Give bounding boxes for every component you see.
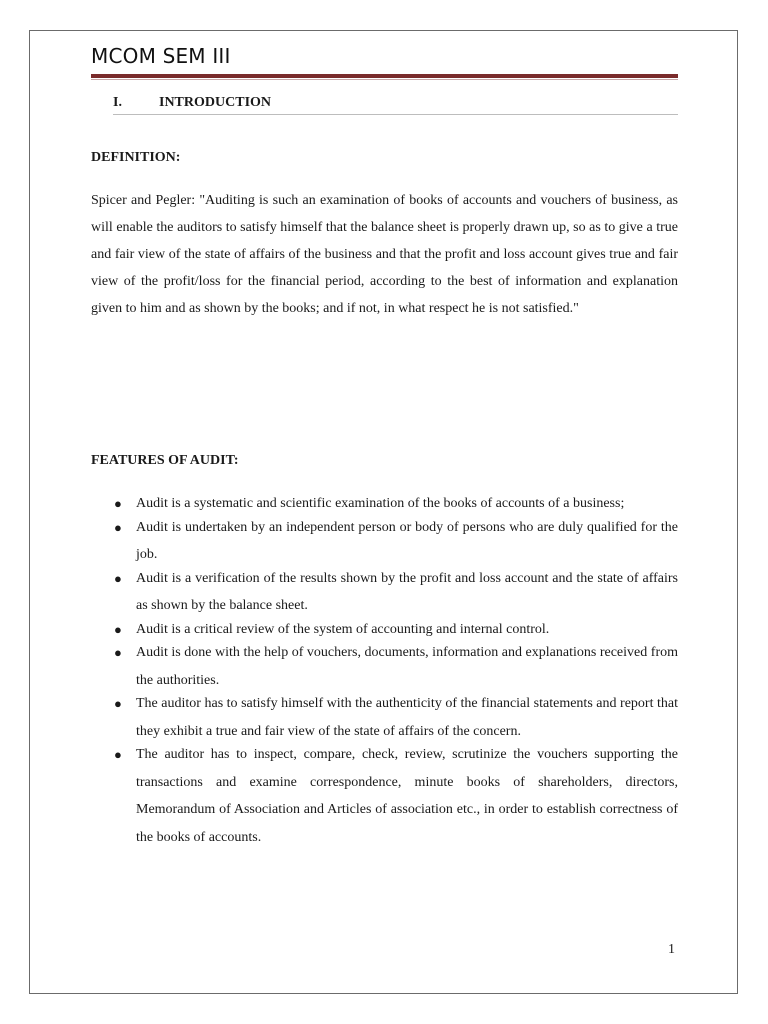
list-item: ● Audit is a systematic and scientific examination of the books of accounts of a business;: [91, 490, 678, 518]
section-title: INTRODUCTION: [159, 95, 272, 110]
list-item: ● The auditor has to inspect, compare, check, review, scrutinize the vouchers supporting the transactions and examine correspondence, minute books of shareholders, directors, Memorandum of Association and Articles of association etc., in order to establish correctness of the books of accounts.: [91, 741, 678, 851]
features-heading: FEATURES OF AUDIT:: [91, 453, 239, 468]
list-item: ● The auditor has to satisfy himself with the authenticity of the financial statements and report that they exhibit a true and fair view of the state of affairs of the concern.: [91, 690, 678, 745]
features-list: [91, 490, 678, 851]
bullet-icon: ●: [114, 496, 122, 511]
bullet-icon: ●: [114, 570, 122, 586]
list-item: ● Audit is a critical review of the system of accounting and internal control.: [91, 616, 678, 644]
definition-heading: DEFINITION:: [91, 150, 181, 165]
list-item: ● Audit is done with the help of vouchers, documents, information and explanations received from the authorities.: [91, 639, 678, 694]
list-item: ● Audit is undertaken by an independent person or body of persons who are duly qualified for the job.: [91, 514, 678, 569]
bullet-icon: ●: [114, 621, 122, 637]
definition-paragraph: Spicer and Pegler: "Auditing is such an examination of books of accounts and vouchers of business, as will enable the auditors to satisfy himself that the balance sheet is properly drawn up, so as to give a true and fair view of the state of affairs of the business and that the profit and loss account gives true and fair view of the profit/loss for the financial period, according to the best of information and explanation given to him and as shown by the books; and if not, in what respect he is not satisfied.": [91, 193, 678, 316]
list-item: ● Audit is a verification of the results shown by the profit and loss account and the state of affairs as shown by the balance sheet.: [91, 565, 678, 620]
section-rule: [113, 114, 678, 115]
section-heading: [113, 95, 271, 111]
bullet-icon: ●: [114, 747, 122, 762]
bullet-icon: ●: [114, 696, 122, 711]
bullet-icon: ●: [114, 519, 122, 535]
page-number: 1: [668, 942, 675, 957]
header-rule-shadow: [91, 79, 678, 80]
section-number: I.: [113, 95, 122, 110]
header-rule: [91, 74, 678, 78]
header-title: MCOM SEM III: [91, 44, 231, 68]
bullet-icon: ●: [114, 645, 122, 660]
